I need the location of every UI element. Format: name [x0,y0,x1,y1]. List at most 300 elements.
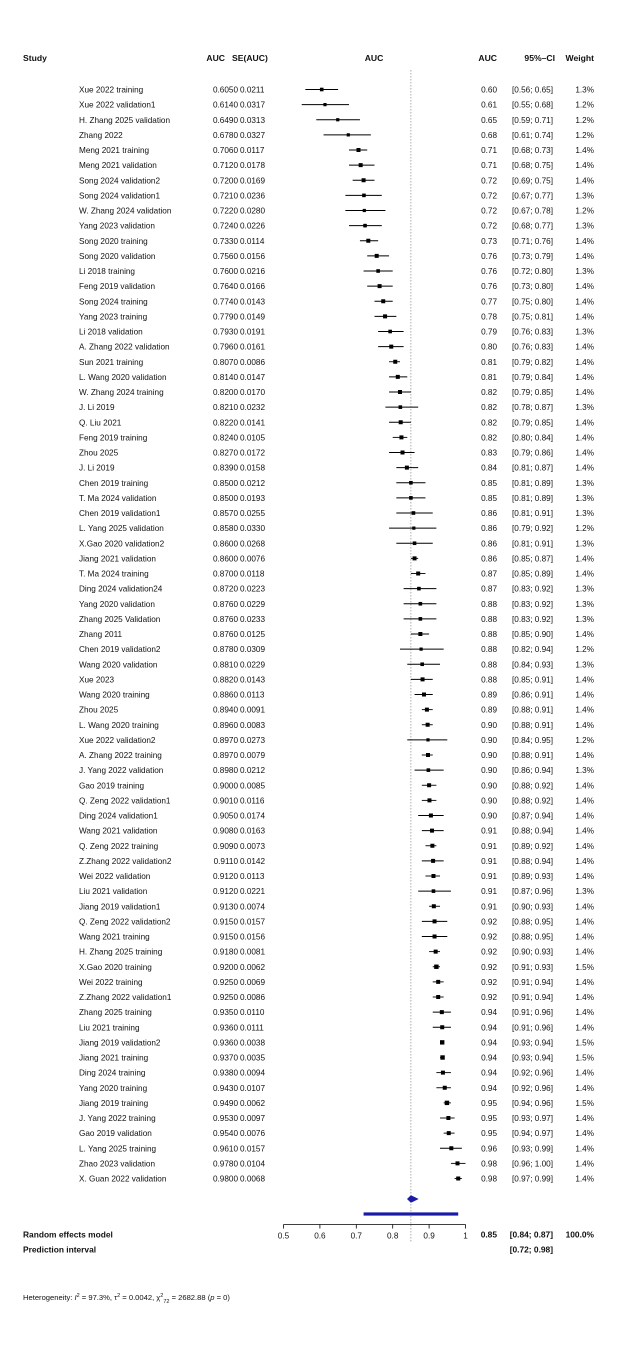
study-name: W. Zhang 2024 training [79,388,164,397]
study-weight: 1.4% [575,1114,594,1123]
study-name: Wei 2022 validation [79,872,151,881]
study-row [79,509,594,518]
study-auc: 0.8860 [212,690,238,700]
study-point-marker [436,995,440,999]
study-row [79,358,594,367]
study-row [79,887,594,896]
study-ci: [0.78; 0.87] [512,403,553,413]
study-se: 0.0166 [240,282,266,292]
study-row [79,585,594,594]
study-se: 0.0156 [240,932,266,942]
study-auc: 0.9380 [212,1068,238,1078]
study-ci: [0.91; 0.93] [512,962,553,972]
study-ci: [0.80; 0.84] [512,433,553,443]
study-ci: [0.93; 0.94] [512,1053,553,1063]
study-row [79,645,594,654]
study-weight: 1.4% [575,251,594,261]
study-auc-estimate: 0.90 [481,720,497,730]
study-ci: [0.79; 0.92] [512,524,553,534]
study-name: Yang 2020 training [79,1083,148,1093]
study-ci: [0.86; 0.91] [512,690,553,700]
study-ci: [0.90; 0.93] [512,902,553,912]
study-weight: 1.2% [575,130,594,140]
study-auc-estimate: 0.81 [481,372,497,382]
study-se: 0.0226 [240,221,266,231]
study-auc-estimate: 0.72 [481,176,497,186]
study-row [79,524,594,533]
x-axis-tick-label: 0.5 [277,1231,290,1241]
study-weight: 1.3% [575,766,594,776]
random-effects-auc: 0.85 [480,1229,497,1240]
study-auc: 0.9360 [212,1038,238,1048]
study-ci: [0.83; 0.92] [512,614,553,624]
study-name: L. Wang 2020 training [79,720,159,730]
study-auc: 0.9150 [212,917,238,927]
study-point-marker [440,1055,444,1059]
study-ci: [0.89; 0.93] [512,872,553,881]
study-auc: 0.8070 [212,357,238,367]
study-auc: 0.7240 [212,221,238,231]
study-auc: 0.8780 [212,645,238,655]
study-name: Song 2024 validation1 [79,191,161,201]
study-row [79,282,594,291]
study-auc-estimate: 0.82 [481,403,497,413]
study-point-marker [388,330,392,334]
study-auc-estimate: 0.82 [481,433,497,443]
study-point-marker [320,88,324,92]
study-ci: [0.81; 0.91] [512,509,553,518]
study-point-marker [430,844,434,848]
study-ci: [0.93; 0.94] [512,1038,553,1048]
study-auc-estimate: 0.89 [481,705,497,715]
study-name: J. Yang 2022 training [79,1114,156,1123]
study-row [79,252,594,261]
study-point-marker [389,345,393,349]
study-ci: [0.59; 0.71] [512,115,553,125]
study-weight: 1.4% [575,569,594,579]
study-se: 0.0076 [240,1129,266,1139]
study-auc-estimate: 0.68 [481,130,497,140]
study-auc-estimate: 0.89 [481,690,497,700]
study-auc-estimate: 0.72 [481,221,497,231]
study-se: 0.0086 [240,357,266,367]
study-auc: 0.9090 [212,841,238,851]
study-weight: 1.4% [575,372,594,382]
study-name: Zhang 2011 [79,630,123,639]
study-ci: [0.88; 0.91] [512,751,553,760]
study-se: 0.0118 [240,569,265,579]
study-weight: 1.4% [575,841,594,851]
study-ci: [0.75; 0.81] [512,312,553,322]
study-point-marker [413,556,417,560]
study-auc-estimate: 0.86 [481,539,497,549]
study-auc: 0.8600 [212,539,238,549]
study-weight: 1.4% [575,146,594,155]
study-point-marker [440,1040,444,1044]
study-weight: 1.3% [575,267,594,276]
study-point-marker [422,693,426,697]
study-point-marker [436,980,440,984]
study-ci: [0.84; 0.93] [512,660,553,670]
study-auc: 0.8970 [212,751,238,760]
study-name: J. Li 2019 [79,463,115,473]
study-row [79,1054,594,1063]
study-ci: [0.87; 0.94] [512,811,553,821]
study-auc-estimate: 0.78 [481,312,497,322]
study-row [79,328,594,337]
study-ci: [0.88; 0.95] [512,932,553,942]
study-auc: 0.8570 [212,509,238,518]
study-name: Q. Liu 2021 [79,418,122,428]
study-name: Song 2020 validation [79,251,156,261]
study-se: 0.0229 [240,660,266,670]
study-weight: 1.4% [575,176,594,186]
header-auc-estimate: AUC [478,53,497,63]
study-name: Yang 2023 training [79,312,148,322]
study-auc-estimate: 0.82 [481,388,497,397]
study-row [79,1084,594,1093]
column-headers [23,53,594,63]
study-ci: [0.85; 0.91] [512,675,553,685]
study-weight: 1.4% [575,811,594,821]
study-ci: [0.68; 0.75] [512,161,553,171]
study-se: 0.0105 [240,433,266,443]
study-auc-estimate: 0.95 [481,1098,497,1108]
study-auc: 0.9080 [212,826,238,836]
study-auc-estimate: 0.88 [481,660,497,670]
study-name: Song 2024 validation2 [79,176,161,186]
study-se: 0.0035 [240,1053,266,1063]
study-weight: 1.5% [575,962,594,972]
study-ci: [0.81; 0.89] [512,478,553,488]
study-weight: 1.4% [575,993,594,1002]
study-weight: 1.4% [575,720,594,730]
study-ci: [0.79; 0.85] [512,388,553,397]
study-weight: 1.3% [575,887,594,897]
study-se: 0.0232 [240,403,266,413]
study-point-marker [362,194,366,198]
study-se: 0.0216 [240,267,266,276]
study-name: Wang 2021 validation [79,826,158,836]
study-auc-estimate: 0.90 [481,796,497,806]
study-auc-estimate: 0.72 [481,206,497,216]
study-auc-estimate: 0.71 [481,161,497,171]
study-ci: [0.85; 0.90] [512,630,553,639]
study-ci: [0.89; 0.92] [512,841,553,851]
study-name: Zhou 2025 [79,448,119,458]
study-weight: 1.4% [575,902,594,912]
study-row [79,766,594,775]
study-weight: 1.5% [575,1038,594,1048]
study-name: Ding 2024 validation1 [79,811,158,821]
study-weight: 1.4% [575,1174,594,1184]
study-row [79,464,594,473]
study-auc: 0.9530 [212,1114,238,1123]
study-point-marker [426,753,430,757]
study-name: Jiang 2021 training [79,1053,149,1063]
study-point-marker [427,798,431,802]
study-ci: [0.88; 0.91] [512,705,553,715]
study-point-marker [376,269,380,273]
study-row [79,176,594,185]
study-name: Song 2024 training [79,297,148,307]
study-auc-estimate: 0.87 [481,569,497,579]
study-point-marker [363,224,367,228]
study-auc-estimate: 0.98 [481,1174,497,1184]
study-point-marker [440,1010,444,1014]
study-auc: 0.7330 [212,236,238,246]
study-auc-estimate: 0.88 [481,614,497,624]
study-ci: [0.96; 1.00] [512,1159,553,1169]
study-auc-estimate: 0.91 [481,856,497,866]
study-se: 0.0073 [240,841,266,851]
study-auc: 0.8600 [212,554,238,564]
study-name: Wei 2022 training [79,977,143,987]
study-auc: 0.8500 [212,493,238,503]
study-name: Z.Zhang 2022 validation1 [79,993,172,1002]
study-row [79,993,594,1002]
study-auc-estimate: 0.92 [481,993,497,1002]
header-plot-auc: AUC [364,53,384,63]
study-point-marker [409,481,413,485]
study-auc-estimate: 0.92 [481,977,497,987]
study-auc: 0.6050 [212,85,238,95]
study-row [79,706,594,715]
study-weight: 1.2% [575,115,594,125]
study-name: H. Zhang 2025 validation [79,115,171,125]
study-row [79,796,594,805]
study-row [79,978,594,987]
study-point-marker [433,935,437,939]
study-ci: [0.76; 0.83] [512,327,553,337]
study-point-marker [455,1161,459,1165]
study-point-marker [399,435,403,439]
study-row [79,116,594,125]
study-weight: 1.4% [575,1144,594,1154]
study-name: Chen 2019 training [79,478,149,488]
study-se: 0.0223 [240,584,266,594]
study-auc-estimate: 0.86 [481,509,497,518]
study-auc: 0.6140 [212,100,238,110]
study-point-marker [375,254,379,258]
study-row [79,933,594,942]
study-se: 0.0081 [240,947,266,957]
study-ci: [0.85; 0.87] [512,554,553,564]
study-point-marker [449,1146,453,1150]
study-row [79,388,594,397]
study-auc-estimate: 0.82 [481,418,497,428]
study-weight: 1.4% [575,1023,594,1033]
study-row [79,872,594,881]
study-se: 0.0255 [240,509,266,518]
x-axis-tick-label: 0.7 [350,1231,362,1241]
study-point-marker [431,859,435,863]
study-auc: 0.7220 [212,206,238,216]
study-se: 0.0174 [240,811,266,821]
study-ci: [0.92; 0.96] [512,1083,553,1093]
study-auc-estimate: 0.94 [481,1023,497,1033]
study-ci: [0.88; 0.95] [512,917,553,927]
study-point-marker [381,299,385,303]
study-row [79,1144,594,1153]
study-auc-estimate: 0.94 [481,1038,497,1048]
study-point-marker [366,239,370,243]
study-auc: 0.9540 [212,1129,238,1139]
study-auc: 0.9430 [212,1083,238,1093]
study-name: Chen 2019 validation2 [79,645,161,655]
study-auc-estimate: 0.92 [481,932,497,942]
study-name: Li 2018 training [79,267,135,276]
study-ci: [0.73; 0.80] [512,282,553,292]
study-se: 0.0086 [240,993,266,1002]
study-auc: 0.8810 [212,660,238,670]
study-ci: [0.97; 0.99] [512,1174,553,1184]
study-auc: 0.7060 [212,146,238,155]
study-se: 0.0157 [240,917,266,927]
study-point-marker [417,587,421,591]
study-point-marker [430,829,434,833]
heterogeneity-df: 72 [163,1299,170,1305]
study-auc-estimate: 0.95 [481,1129,497,1139]
study-point-marker [412,527,415,530]
study-point-marker [446,1116,450,1120]
study-point-marker [432,904,436,908]
study-row [79,373,594,382]
study-auc: 0.8140 [212,372,238,382]
study-row [79,721,594,730]
study-se: 0.0193 [240,493,266,503]
study-auc-estimate: 0.94 [481,1083,497,1093]
study-se: 0.0147 [240,372,266,382]
study-weight: 1.4% [575,1159,594,1169]
study-se: 0.0062 [240,962,266,972]
study-point-marker [323,103,326,106]
study-weight: 1.4% [575,917,594,927]
study-auc: 0.9250 [212,977,238,987]
study-row [79,86,594,95]
study-se: 0.0327 [240,130,266,140]
study-se: 0.0157 [240,1144,266,1154]
study-auc: 0.6780 [212,130,238,140]
study-se: 0.0113 [240,872,265,881]
study-row [79,963,594,972]
study-name: Jiang 2019 training [79,1098,149,1108]
study-point-marker [412,511,416,515]
study-row [79,751,594,760]
study-ci: [0.81; 0.87] [512,463,553,473]
study-ci: [0.88; 0.92] [512,781,553,791]
study-name: H. Zhang 2025 training [79,947,163,957]
study-se: 0.0149 [240,312,266,322]
study-auc: 0.8720 [212,584,238,594]
study-weight: 1.3% [575,85,594,95]
study-weight: 1.4% [575,1083,594,1093]
study-se: 0.0229 [240,599,266,609]
study-point-marker [445,1101,449,1105]
study-se: 0.0280 [240,206,266,216]
study-weight: 1.5% [575,1053,594,1063]
study-weight: 1.4% [575,630,594,639]
study-ci: [0.88; 0.94] [512,856,553,866]
study-weight: 1.4% [575,357,594,367]
study-ci: [0.81; 0.91] [512,539,553,549]
study-ci: [0.79; 0.82] [512,357,553,367]
study-auc: 0.9110 [213,856,238,866]
study-auc-estimate: 0.91 [481,826,497,836]
study-ci: [0.88; 0.91] [512,720,553,730]
study-name: X.Gao 2020 validation2 [79,539,165,549]
study-se: 0.0143 [240,675,266,685]
x-axis [278,1225,468,1241]
study-weight: 1.4% [575,388,594,397]
study-weight: 1.3% [575,509,594,518]
study-weight: 1.4% [575,705,594,715]
study-se: 0.0178 [240,161,266,171]
study-name: Xue 2022 validation2 [79,735,156,745]
study-point-marker [419,617,423,621]
study-row [79,267,594,276]
study-se: 0.0172 [240,448,266,458]
study-weight: 1.4% [575,1008,594,1018]
study-auc-estimate: 0.98 [481,1159,497,1169]
study-row [79,312,594,321]
study-se: 0.0079 [240,751,266,760]
study-ci: [0.79; 0.84] [512,372,553,382]
study-row [79,1099,594,1108]
study-point-marker [347,133,350,136]
study-weight: 1.4% [575,1129,594,1139]
study-name: Meng 2021 validation [79,161,157,171]
study-row [79,449,594,458]
study-se: 0.0330 [240,524,266,534]
prediction-interval-ci: [0.72; 0.98] [509,1244,553,1255]
study-point-marker [398,390,402,394]
study-row [79,675,594,684]
study-name: Liu 2021 validation [79,887,148,897]
study-ci: [0.92; 0.96] [512,1068,553,1078]
study-weight: 1.4% [575,977,594,987]
study-auc: 0.9780 [212,1159,238,1169]
study-se: 0.0062 [240,1098,266,1108]
study-point-marker [413,541,417,545]
study-weight: 1.3% [575,599,594,609]
study-auc-estimate: 0.65 [481,115,497,125]
study-row [79,781,594,790]
study-row [79,554,594,563]
study-point-marker [441,1071,445,1075]
study-point-marker [336,118,339,121]
study-ci: [0.86; 0.94] [512,766,553,776]
study-point-marker [401,451,405,455]
study-row [79,479,594,488]
study-ci: [0.61; 0.74] [512,130,553,140]
study-auc-estimate: 0.72 [481,191,497,201]
study-ci: [0.56; 0.65] [512,85,553,95]
study-ci: [0.82; 0.94] [512,645,553,655]
study-auc: 0.7600 [212,267,238,276]
study-ci: [0.84; 0.95] [512,735,553,745]
study-weight: 1.4% [575,236,594,246]
study-row [79,146,594,155]
study-se: 0.0313 [240,115,266,125]
study-row [79,736,594,745]
study-row [79,615,594,624]
prediction-interval-bar [364,1212,459,1215]
study-auc: 0.9800 [212,1174,238,1184]
study-auc: 0.9120 [212,887,238,897]
study-name: L. Wang 2020 validation [79,372,167,382]
x-axis-tick-label: 0.9 [423,1231,435,1241]
